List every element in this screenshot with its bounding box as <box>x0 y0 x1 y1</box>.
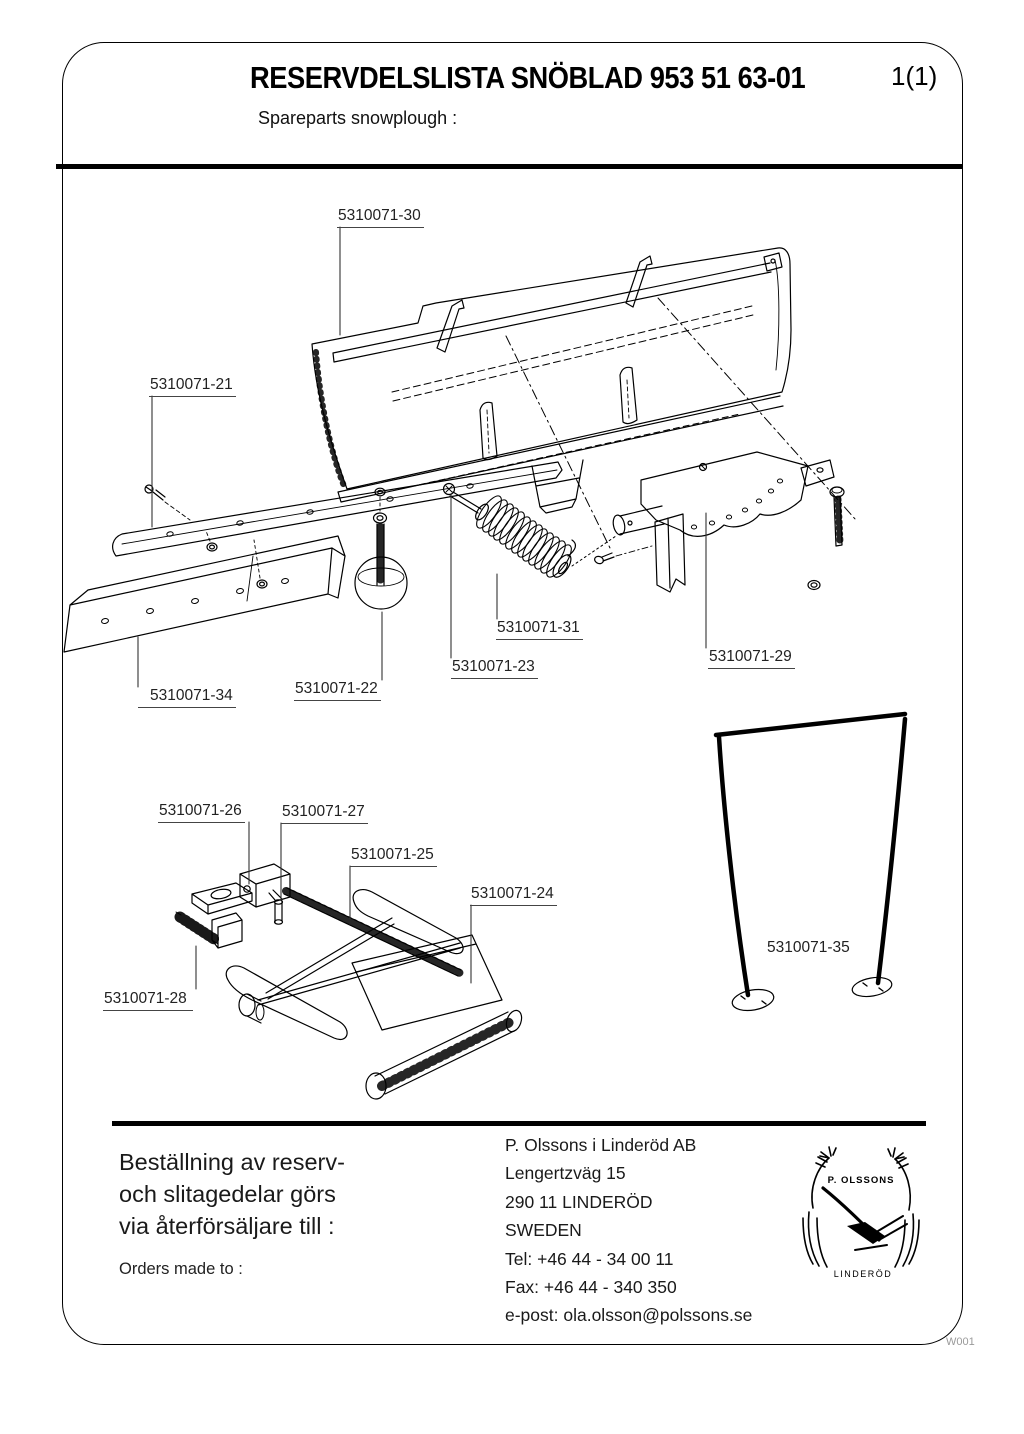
page-title: RESERVDELSLISTA SNÖBLAD 953 51 63-01 <box>250 60 806 95</box>
logo-bottom-text: LINDERÖD <box>833 1269 893 1279</box>
order-line-3: via återförsäljare till : <box>119 1213 335 1239</box>
part-label-5310071-31: 5310071-31 <box>496 619 583 640</box>
order-info-swedish <box>119 1146 345 1242</box>
footer-divider <box>112 1121 926 1126</box>
order-info-english: Orders made to : <box>119 1260 243 1278</box>
email-line: e-post: ola.olsson@polssons.se <box>505 1305 753 1326</box>
part-label-5310071-23: 5310071-23 <box>451 658 538 679</box>
page-subtitle: Spareparts snowplough : <box>258 108 458 128</box>
company-address <box>505 1131 752 1330</box>
part-label-5310071-30: 5310071-30 <box>337 207 424 228</box>
order-line-2: och slitagedelar görs <box>119 1181 336 1207</box>
address-country: SWEDEN <box>505 1220 582 1241</box>
address-postal: 290 11 LINDERÖD <box>505 1191 653 1212</box>
part-label-5310071-25: 5310071-25 <box>350 846 437 867</box>
part-label-5310071-26: 5310071-26 <box>158 802 245 823</box>
address-street: Lengertzväg 15 <box>505 1163 626 1184</box>
header-divider <box>56 164 962 169</box>
page-number: 1(1) <box>891 61 938 91</box>
part-label-5310071-35: 5310071-35 <box>767 939 850 956</box>
part-label-5310071-29: 5310071-29 <box>708 648 795 669</box>
company-name: P. Olssons i Linderöd AB <box>505 1135 697 1155</box>
part-label-5310071-27: 5310071-27 <box>281 803 368 824</box>
part-label-5310071-24: 5310071-24 <box>470 885 557 906</box>
part-label-5310071-34: 5310071-34 <box>138 687 236 708</box>
order-line-1: Beställning av reserv- <box>119 1149 345 1175</box>
logo-top-text: P. OLSSONS <box>827 1175 895 1186</box>
form-watermark: W001 <box>946 1336 975 1348</box>
fax-line: Fax: +46 44 - 340 350 <box>505 1277 677 1298</box>
part-label-5310071-22: 5310071-22 <box>294 680 381 701</box>
part-label-5310071-21: 5310071-21 <box>149 376 236 397</box>
part-label-5310071-28: 5310071-28 <box>103 990 193 1011</box>
phone-line: Tel: +46 44 - 34 00 11 <box>505 1248 674 1269</box>
